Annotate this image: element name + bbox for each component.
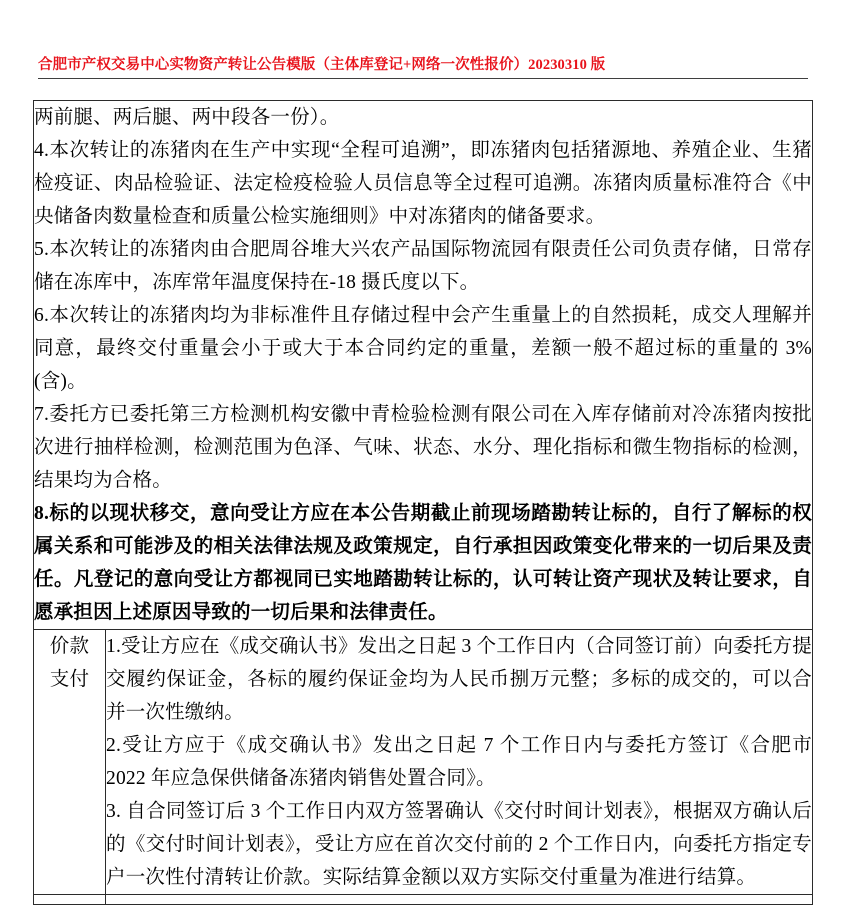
next-row-label-cell xyxy=(34,895,106,905)
payment-content-cell xyxy=(106,630,813,895)
next-row-content-cell xyxy=(106,895,813,905)
payment-label: 价款支付 xyxy=(49,636,90,690)
document-header xyxy=(38,55,808,79)
payment-paragraph-1: 1.受让方应在《成交确认书》发出之日起 3 个工作日内（合同签订前）向委托方提交履约保证金，各标的履约保证金均为人民币捌万元整；多标的成交的，可以合并一次性缴纳。 xyxy=(106,636,812,723)
notice-paragraph-4: 4.本次转让的冻猪肉在生产中实现“全程可追溯”，即冻猪肉包括猪源地、养殖企业、生猪检疫证、肉品检验证、法定检疫检验人员信息等全过程可追溯。冻猪肉质量标准符合《中央储备肉数量检查和质量公检实施细则》中对冻猪肉的储备要求。 xyxy=(34,140,812,227)
notice-paragraph-8: 8.标的以现状移交，意向受让方应在本公告期截止前现场踏勘转让标的，自行了解标的权属关系和可能涉及的相关法律法规及政策规定，自行承担因政策变化带来的一切后果及责任。凡登记的意向受让方都视同已实地踏勘转让标的，认可转让资产现状及转让要求，自愿承担因上述原因导致的一切后果和法律责任。 xyxy=(34,503,812,623)
table-row-notice xyxy=(34,101,813,630)
document-header-title: 合肥市产权交易中心实物资产转让公告模版（主体库登记+网络一次性报价）20230310 版 xyxy=(38,57,606,73)
payment-label-cell xyxy=(34,630,106,895)
table-row-payment xyxy=(34,630,813,895)
notice-paragraph-continuation: 两前腿、两后腿、两中段各一份）。 xyxy=(34,107,340,128)
table-row-next-partial xyxy=(34,895,813,905)
notice-cell xyxy=(34,101,813,630)
announcement-table xyxy=(33,100,813,905)
payment-paragraph-3: 3. 自合同签订后 3 个工作日内双方签署确认《交付时间计划表》，根据双方确认后的《交付时间计划表》，受让方应在首次交付前的 2 个工作日内，向委托方指定专户一次性付清转让价款。实际结算金额以双方实际交付重量为准进行结算。 xyxy=(106,801,812,888)
header-divider-rule xyxy=(38,78,808,79)
payment-paragraph-2: 2.受让方应于《成交确认书》发出之日起 7 个工作日内与委托方签订《合肥市 2022 年应急保供储备冻猪肉销售处置合同》。 xyxy=(106,735,812,789)
notice-paragraph-6: 6.本次转让的冻猪肉均为非标准件且存储过程中会产生重量上的自然损耗，成交人理解并同意，最终交付重量会小于或大于本合同约定的重量，差额一般不超过标的重量的 3%(含)。 xyxy=(34,305,812,392)
notice-paragraph-7: 7.委托方已委托第三方检测机构安徽中青检验检测有限公司在入库存储前对冷冻猪肉按批次进行抽样检测，检测范围为色泽、气味、状态、水分、理化指标和微生物指标的检测，结果均为合格。 xyxy=(34,404,812,491)
notice-paragraph-5: 5.本次转让的冻猪肉由合肥周谷堆大兴农产品国际物流园有限责任公司负责存储，日常存储在冻库中，冻库常年温度保持在-18 摄氏度以下。 xyxy=(34,239,812,293)
